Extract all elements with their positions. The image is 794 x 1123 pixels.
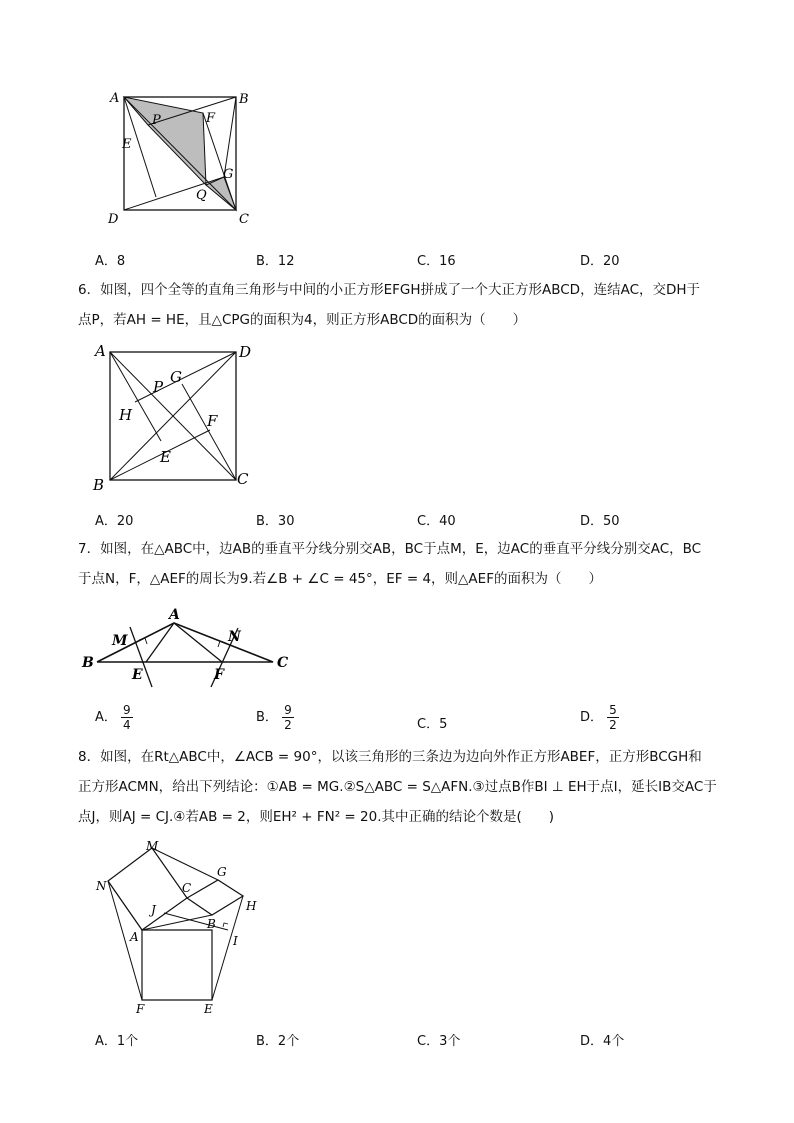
q5-label-a: A xyxy=(110,91,120,106)
q8-label-j: J xyxy=(151,903,156,917)
q7-label-f: F xyxy=(214,667,224,683)
q8-label-g: G xyxy=(217,865,227,879)
q5-label-p: P xyxy=(152,113,161,128)
q7-option-c-prefix: C． xyxy=(417,717,440,732)
q7-option-a-numerator: 9 xyxy=(123,703,131,717)
q7-option-b[interactable] xyxy=(256,703,294,732)
q8-label-m: M xyxy=(146,839,159,853)
q7-figure xyxy=(80,605,295,690)
q7-label-m: M xyxy=(112,633,128,649)
q5-option-c[interactable]: C．16 xyxy=(417,254,456,269)
q8-option-d[interactable]: D．4个 xyxy=(580,1034,625,1049)
q7-label-c: C xyxy=(277,655,289,671)
q7-option-b-denominator: 2 xyxy=(284,718,292,732)
q5-option-b[interactable]: B．12 xyxy=(256,254,295,269)
q6-stem xyxy=(78,275,748,335)
q7-option-a-prefix: A． xyxy=(95,710,117,725)
q7-option-d-denominator: 2 xyxy=(609,718,617,732)
q8-stem xyxy=(78,742,748,832)
q6-option-d[interactable]: D．50 xyxy=(580,514,620,529)
q8-option-a[interactable]: A．1个 xyxy=(95,1034,139,1049)
q5-label-f: F xyxy=(206,111,216,126)
q6-label-a: A xyxy=(95,342,106,360)
q8-square-abef xyxy=(142,930,212,1000)
q6-label-b: B xyxy=(93,476,105,494)
q6-figure xyxy=(90,340,260,495)
q8-label-e: E xyxy=(204,1002,213,1016)
q6-label-c: C xyxy=(237,470,249,488)
q7-label-n: N xyxy=(228,629,241,645)
q6-option-a[interactable]: A．20 xyxy=(95,514,134,529)
q5-option-d[interactable]: D．20 xyxy=(580,254,620,269)
q7-label-a: A xyxy=(169,607,180,623)
q5-label-d: D xyxy=(108,212,119,227)
q6-label-h: H xyxy=(119,406,133,424)
q7-option-a[interactable] xyxy=(95,703,133,732)
q7-label-e: E xyxy=(132,667,143,683)
q8-option-b[interactable]: B．2个 xyxy=(256,1034,300,1049)
q8-label-n: N xyxy=(96,879,107,893)
q6-stem-line1: 6．如图，四个全等的直角三角形与中间的小正方形EFGH拼成了一个大正方形ABCD，连结AC，交DH于 xyxy=(78,282,701,298)
q8-label-b: B xyxy=(207,917,216,931)
q6-label-g: G xyxy=(170,368,182,386)
q5-figure xyxy=(100,85,270,230)
q7-option-d-fraction xyxy=(607,703,619,732)
q7-option-b-numerator: 9 xyxy=(284,703,292,717)
q7-option-a-denominator: 4 xyxy=(123,718,131,732)
q7-stem-line1: 7．如图，在△ABC中，边AB的垂直平分线分别交AB，BC于点M，E，边AC的垂直平分线分别交AC，BC xyxy=(78,541,702,557)
q8-stem-line2: 正方形ACMN，给出下列结论：①AB = MG.②S△ABC = S△AFN.③过点B作BI ⊥ EH于点I，延长IB交AC于 xyxy=(78,779,717,795)
q8-stem-line3: 点J，则AJ = CJ.④若AB = 2，则EH² + FN² = 20.其中正确的结论个数是( ) xyxy=(78,809,555,825)
q7-option-a-fraction xyxy=(121,703,133,732)
q8-square-acmn xyxy=(108,848,187,930)
q5-label-g: G xyxy=(223,167,234,182)
q6-option-c[interactable]: C．40 xyxy=(417,514,456,529)
q7-option-d-numerator: 5 xyxy=(609,703,617,717)
q7-option-d-prefix: D． xyxy=(580,710,604,725)
q6-stem-line2: 点P，若AH = HE，且△CPG的面积为4，则正方形ABCD的面积为（ ） xyxy=(78,312,527,328)
q7-option-d[interactable] xyxy=(580,703,619,732)
q7-label-b: B xyxy=(82,655,94,671)
q7-option-b-prefix: B． xyxy=(256,710,278,725)
q7-option-b-fraction xyxy=(282,703,294,732)
q7-stem xyxy=(78,534,748,594)
q5-label-c: C xyxy=(239,212,249,227)
q8-option-c[interactable]: C．3个 xyxy=(417,1034,461,1049)
q6-label-p: P xyxy=(153,378,164,396)
q7-option-c-value: 5 xyxy=(439,717,448,732)
q5-label-e: E xyxy=(122,137,132,152)
q8-stem-line1: 8．如图，在Rt△ABC中，∠ACB = 90°，以该三角形的三条边为边向外作正方形ABEF，正方形BCGH和 xyxy=(78,749,702,765)
q8-figure xyxy=(90,838,270,1018)
q8-label-f: F xyxy=(136,1002,145,1016)
q7-option-c[interactable] xyxy=(417,713,447,732)
q8-label-a: A xyxy=(130,930,139,944)
q6-label-f: F xyxy=(207,412,218,430)
q8-label-i: I xyxy=(233,934,238,948)
q6-label-d: D xyxy=(239,343,252,361)
q8-square-bcgh xyxy=(187,880,243,915)
q5-option-a[interactable]: A．8 xyxy=(95,254,126,269)
q6-option-b[interactable]: B．30 xyxy=(256,514,295,529)
q8-label-c: C xyxy=(182,881,192,895)
q5-label-q: Q xyxy=(196,188,207,203)
q5-label-b: B xyxy=(239,92,249,107)
q7-stem-line2: 于点N，F，△AEF的周长为9.若∠B + ∠C = 45°，EF = 4，则△AEF的面积为（ ） xyxy=(78,571,602,587)
q6-label-e: E xyxy=(160,448,171,466)
q8-label-h: H xyxy=(246,899,257,913)
